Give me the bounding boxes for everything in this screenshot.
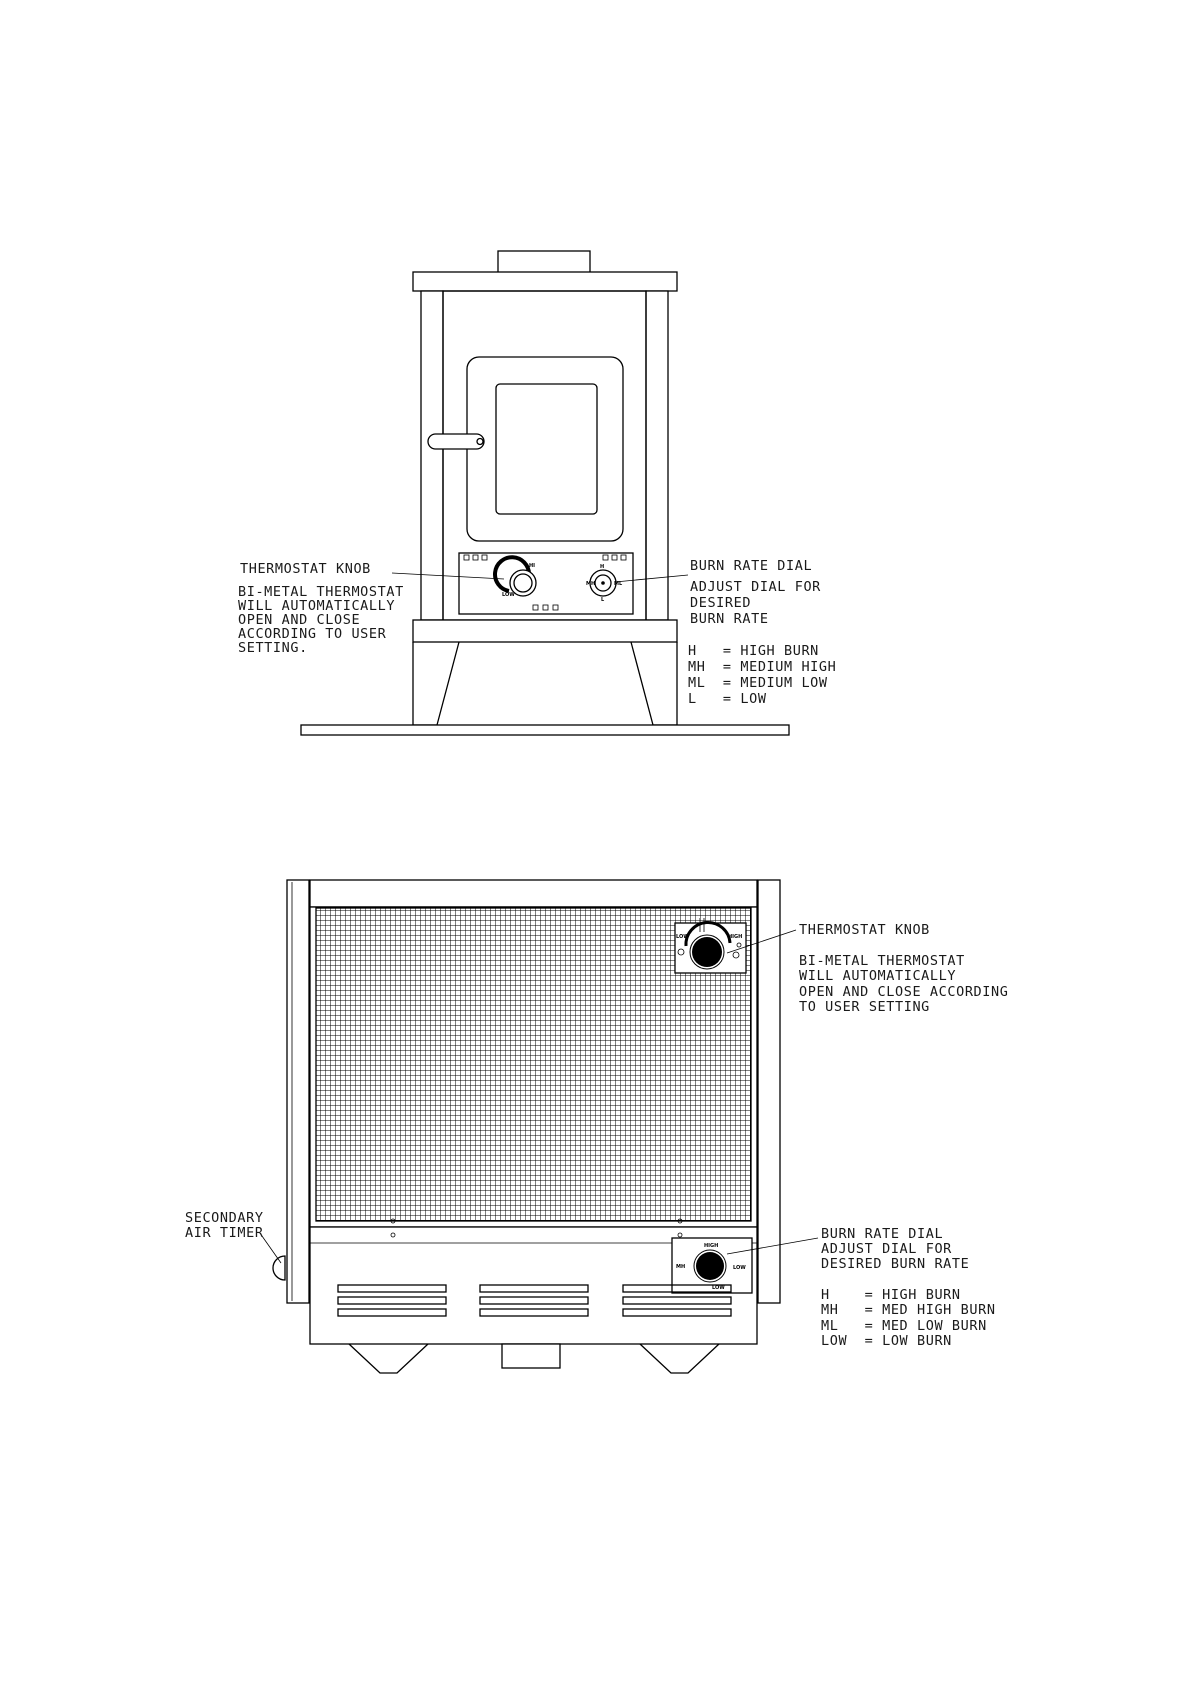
left-foot bbox=[349, 1344, 428, 1373]
dial-mark-ml: ML bbox=[614, 581, 623, 587]
cabinet-legend-line: MH = MED HIGH BURN bbox=[821, 1302, 996, 1318]
cabinet-knob-low-label: LOW bbox=[676, 934, 689, 940]
thermostat-plate bbox=[675, 918, 746, 973]
knob-high-label: HI bbox=[529, 563, 536, 569]
dial-mark-l: L bbox=[601, 597, 605, 603]
cabinet-burn-rate-desc-line: ADJUST DIAL FOR bbox=[821, 1241, 952, 1257]
secondary-air-label-line: AIR TIMER bbox=[185, 1225, 264, 1241]
top-rail bbox=[310, 880, 757, 907]
stove2-thermostat-callout bbox=[799, 922, 1008, 1015]
left-post bbox=[421, 291, 443, 620]
right-post bbox=[646, 291, 668, 620]
legend-line: H = HIGH BURN bbox=[688, 643, 819, 659]
thermostat-knob-icon bbox=[692, 937, 722, 967]
cabinet-legend-line: H = HIGH BURN bbox=[821, 1287, 961, 1303]
thermostat-desc-line: ACCORDING TO USER bbox=[238, 626, 387, 642]
cabinet-thermostat-desc-line: BI-METAL THERMOSTAT bbox=[799, 953, 965, 969]
cabinet-thermostat-desc-line: TO USER SETTING bbox=[799, 999, 930, 1015]
dial-low-bottom-label: LOW bbox=[712, 1285, 725, 1291]
secondary-air-label-line: SECONDARY bbox=[185, 1210, 264, 1226]
thermostat-title: THERMOSTAT KNOB bbox=[240, 561, 371, 577]
hearth-plate bbox=[301, 725, 789, 735]
secondary-air-callout bbox=[185, 1210, 264, 1241]
stove1-burn-callout bbox=[688, 558, 836, 707]
stove1-thermostat-callout bbox=[238, 561, 404, 656]
bottom-outlet bbox=[502, 1344, 560, 1368]
cabinet-burn-rate-title: BURN RATE DIAL bbox=[821, 1226, 944, 1242]
burn-rate-desc-line: DESIRED bbox=[690, 595, 752, 611]
cabinet-knob-high-label: HIGH bbox=[728, 934, 743, 940]
door-handle-icon bbox=[428, 434, 484, 449]
burn-rate-desc-line: BURN RATE bbox=[690, 611, 769, 627]
secondary-air-leader bbox=[262, 1236, 281, 1263]
burn-rate-dial-icon bbox=[696, 1252, 724, 1280]
dial-mark-mh: MH bbox=[586, 581, 596, 587]
dial-left-label: MH bbox=[676, 1264, 686, 1270]
cabinet-thermostat-title: THERMOSTAT KNOB bbox=[799, 922, 930, 938]
stove2-burn-callout bbox=[821, 1226, 996, 1349]
left-leg bbox=[413, 642, 459, 725]
knob-low-label: LOW bbox=[502, 592, 515, 598]
cabinet-thermostat-desc-line: OPEN AND CLOSE ACCORDING bbox=[799, 984, 1009, 1000]
right-foot bbox=[640, 1344, 719, 1373]
thermostat-desc-line: WILL AUTOMATICALLY bbox=[238, 598, 396, 614]
legend-line: L = LOW bbox=[688, 691, 767, 707]
flue-collar bbox=[498, 251, 590, 273]
cabinet-thermostat-desc-line: WILL AUTOMATICALLY bbox=[799, 968, 957, 984]
burn-rate-title: BURN RATE DIAL bbox=[690, 558, 813, 574]
right-side-panel bbox=[758, 880, 780, 1303]
dial-mark-h: H bbox=[600, 564, 605, 570]
dial-high-label: HIGH bbox=[704, 1243, 719, 1249]
dial-low-right-label: LOW bbox=[733, 1265, 746, 1271]
cabinet-legend-line: LOW = LOW BURN bbox=[821, 1333, 952, 1349]
ash-shelf bbox=[413, 620, 677, 642]
burn-rate-desc-line: ADJUST DIAL FOR bbox=[690, 579, 821, 595]
top-plate bbox=[413, 272, 677, 291]
thermostat-desc-line: BI-METAL THERMOSTAT bbox=[238, 584, 404, 600]
stove-cabinet-view bbox=[273, 880, 780, 1373]
thermostat-desc-line: OPEN AND CLOSE bbox=[238, 612, 361, 628]
legend-line: MH = MEDIUM HIGH bbox=[688, 659, 837, 675]
cabinet-burn-rate-desc-line: DESIRED BURN RATE bbox=[821, 1256, 970, 1272]
thermostat-desc-line: SETTING. bbox=[238, 640, 308, 656]
cabinet-legend-line: ML = MED LOW BURN bbox=[821, 1318, 987, 1334]
legend-line: ML = MEDIUM LOW bbox=[688, 675, 828, 691]
right-leg bbox=[631, 642, 677, 725]
left-side-panel bbox=[287, 880, 309, 1303]
